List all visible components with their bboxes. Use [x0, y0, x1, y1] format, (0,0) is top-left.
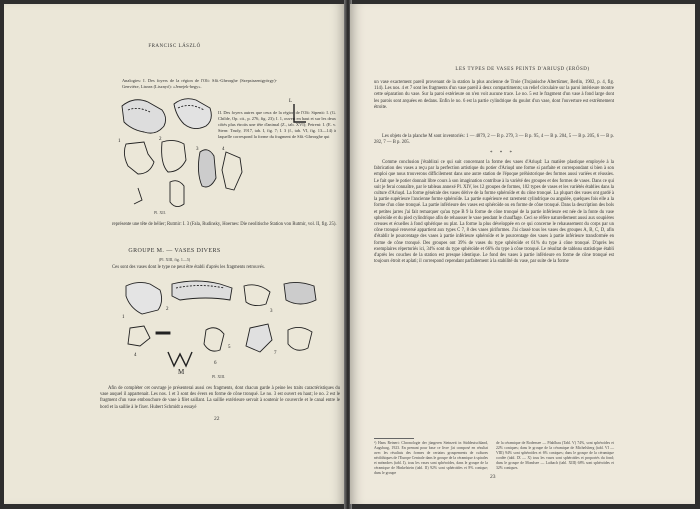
right-para-3	[374, 160, 614, 265]
plate-fragment-7	[222, 152, 242, 190]
footnote-rule	[374, 438, 414, 439]
section-stars: * * *	[490, 151, 515, 156]
footnote-right: de la céramique de Rodensee — Pfahlbau (Tabl. V) 74%, sont sphéroïdes et 22% coniques; dans le groupe de la céramique de Michelsberg (tabl. VI — VIII) 94% sont sphéroïdes et 6% coniques; dans le groupe de la céramique cordée (tabl. IX — X) tous les vases sont sphéroïdes et proportés du fond; dans le groupe de Mondsee — Laibach (tabl. XIII) 68% sont sphéroïdes et 32% coniques.	[496, 441, 614, 470]
right-page-number: 23	[490, 474, 496, 480]
plate-xiii-drawings	[120, 274, 330, 376]
vase-fragment-1	[126, 282, 162, 314]
vase-fragment-7	[246, 324, 272, 352]
right-para-1-text: un vase exactement pareil provenant de la station la plus ancienne de Troie (Trojanische Altertümer, Berlin, 1902, p. 4, fig. 114). Les nos. 4 et 7 sont les fragments d'un vase pareil à deux compartiments; un relief circulaire sur la paroi intérieure montre cette séparation du vase. Sur la paroi extérieure on n'en voit aucune trace. Le no. 5 est le fragment d'un vase à fond large dont les parois sont arquées en dedans. Enfin le no. 6 est la partie cylindrique du goulot d'un vase, dont l'ouverture est extrêmement étroite.	[374, 80, 614, 110]
caption-plate-xiii: Pl. XIII.	[212, 374, 226, 379]
right-para-2	[374, 134, 614, 146]
xiii-label-M: M	[178, 368, 185, 376]
afin-text: Afin de compléter cet ouvrage je présenterai aussi ces fragments, dont chacun garde à peine les traits caractéristiques du vase auquel il appartenait. Les nos. 1 et 3 sont des évers en forme de cône tronqué. Le no. 3 est ouvert en haut; le no. 2 est le fragment d'un vase embouchure de vase à filet saillant. La saillie extérieure servait à soutenir le couvercle et le canal entre le bord et la saillie à le fixer. Hubert Schmidt a essayé	[100, 386, 340, 410]
right-running-head: LES TYPES DE VASES PEINTS D'ARIUŞD (ERÖSD)	[455, 67, 590, 72]
right-para-3-text: Comme conclusion j'établirai ce qui suit concernant la forme des vases d'Ariuşd: La matière plastique employée à la fabrication des vases a reçu par la perfection artistique du potier d'Ariuşd une forme si parfaite et correspondant si bien à son emploi que nous trouverons difficilement dans une autre station de l'époque préhistorique des formes aussi variées et réussies. Le fait que le potier donnait libre cours à son imagination contribue à la variété des groupes et des formes de vases. Dans ce qui suit je ferai connaître, par le tableau annexé Pl. XIV, les 12 groupes de formes, 102 types de vases et les variétés établies dans la culture d'Ariuşd. La forme générale des vases dérive de la forme sphéroïde et du cône tronqué. La plupart des vases ont gardé à la partie supérieure l'ancienne forme sphéroïde. La partie supérieure est rarement cylindrique ou angulée, quelques fois elle a la forme d'un cône tronqué. La partie inférieure des vases est sphéroïde ou en forme de cône tronqué. Dans la description des bols et petites jarres j'ai fait remarquer qu'au type B 9 la forme de cône tronqué de la partie inférieure est née de la fonte du vase sphéroïde et du pied cylindrique afin de rehausser le vase pendant le chauffage. Ceci se réfère naturellement aussi aux soupières creuses et écuelles à fond sphérique ou plat. La forme la plus développée en ce qui concerne le rehaussement du corps par un cône tronqué renversé appartient aux types C 7, 8 des vases piriformes. J'ai classé tous les vases des groupes A, B, C, D, afin d'établir le pourcentage des vases à partie inférieure sphéroïde et le pourcentage des vases à partie inférieure transformée en forme de cône tronqué. Des groupes ont 39% de vases du type sphéroïde et 61% du type à cône tronqué. D'après les exemplaires répertoriés ici, 34% sont du type sphéroïde et 66% du type à cône tronqué. Le résultat de tableau statistique établi d'après les couches de la station est presque identique. Le fond des vases à partie inférieure en forme de cône tronqué est toujours étroit et aplati; il correspond cependant parfaitement à la stabilité du vase, par suite de la forme	[374, 160, 614, 265]
xiii-label-5: 5	[228, 345, 231, 350]
groupe-m-subheading: (Pl. XIII, fig. 1—5)	[158, 257, 191, 262]
plate-fragment-3	[124, 142, 154, 174]
xiii-label-1: 1	[122, 315, 125, 320]
afin-paragraph	[100, 386, 340, 411]
right-para-2-text: Les objets de la planche M sont inventoriés: 1 — 4879, 2 — B p. 279, 3 — B p. 95, 4 — B p. 204, 5 — B p. 205, 6 — B p. 282, 7 — B p. 205.	[374, 134, 614, 146]
des-foyers-text: II. Des foyers autres que ceux de la région de l'Olt: Sipenit: I. (G. Childe, Op. cit., p. 276, fig. 23); I. 1, ouvert en haut et sur les deux côtés plus étroits une tête d'animal (Z., tab. XVI); Petreni: I. (E. v. Stern: Trudy, 1917, tab. I, fig. 7; I. 3 (f., tab. VI, fig. 13—14) à laquelle correspond la forme du fragment de Sfâ.-Gheorghe qui	[218, 110, 336, 139]
plate-fragment-6	[170, 181, 184, 207]
plate-fragment-5	[198, 150, 216, 187]
plate-label-4: 4	[222, 147, 225, 152]
group-m-letter	[168, 352, 192, 366]
right-page	[350, 4, 695, 504]
vase-fragment-6	[204, 328, 224, 351]
left-running-head: FRANCISC LÁSZLÓ	[148, 44, 201, 49]
vase-fragment-2	[172, 281, 232, 300]
vase-fragment-5	[128, 326, 150, 346]
groupe-m-heading: GROUPE M. — VASES DIVERS	[128, 248, 221, 254]
footnote-left: ¹) Hans Reinert: Chronologie der jüngeren Steinzeit in Süddeutschland, Augsburg, 1923. En prenant pour base ce livre j'ai composé en résultat avec les résultats des formes de certains groupements de cultures néolithiques de l'Europe Centrale dans le groupe de la céramique à spirales et méandres (tabl. I), tous les vases sont sphéroïdes, dans le groupe de la céramique de Hinkelstein (tabl. II) 92% sont sphéroïdes et 8% conique; dans le groupe	[374, 441, 488, 475]
xiii-label-2: 2	[166, 307, 169, 312]
caption-plate-xii: Pl. XII.	[154, 210, 166, 215]
vase-fragment-4	[284, 282, 316, 304]
plate-fragment-2	[174, 99, 211, 129]
left-page	[4, 4, 345, 504]
plate-label-2: 2	[159, 137, 162, 142]
analogies-text: Analogies: I. Des foyers de la région de l'Olt: Sfâ.-Gheorghe (Szepsiszentgyörgy)-Genviéze, Lisnea (Lisznyó): «Jenejek-hegy».	[122, 78, 277, 89]
xiii-label-4: 4	[134, 353, 137, 358]
plate-label-1: 1	[118, 139, 121, 144]
plate-label-3: 3	[196, 147, 199, 152]
left-page-number: 22	[214, 416, 220, 422]
vase-fragment-3	[244, 285, 270, 306]
represente-text: représente une tête de bélier; Rutmir: I. 3 (Fala, Rudinsky, Hoernes: Die neolitische Station von Rutmir, vol. II, fig. 25).	[112, 222, 337, 227]
plate-fragment-1	[122, 100, 166, 133]
groupe-m-intro: Ces sont des vases dont le type ne peut être établi d'après les fragments retrouvés.	[112, 265, 266, 270]
plate-label-L: L	[289, 99, 293, 104]
plate-fragment-4	[162, 140, 186, 172]
xiii-label-6: 6	[214, 361, 217, 366]
right-para-1	[374, 80, 614, 111]
xiii-label-7: 7	[274, 351, 277, 356]
xiii-label-3: 3	[270, 309, 273, 314]
